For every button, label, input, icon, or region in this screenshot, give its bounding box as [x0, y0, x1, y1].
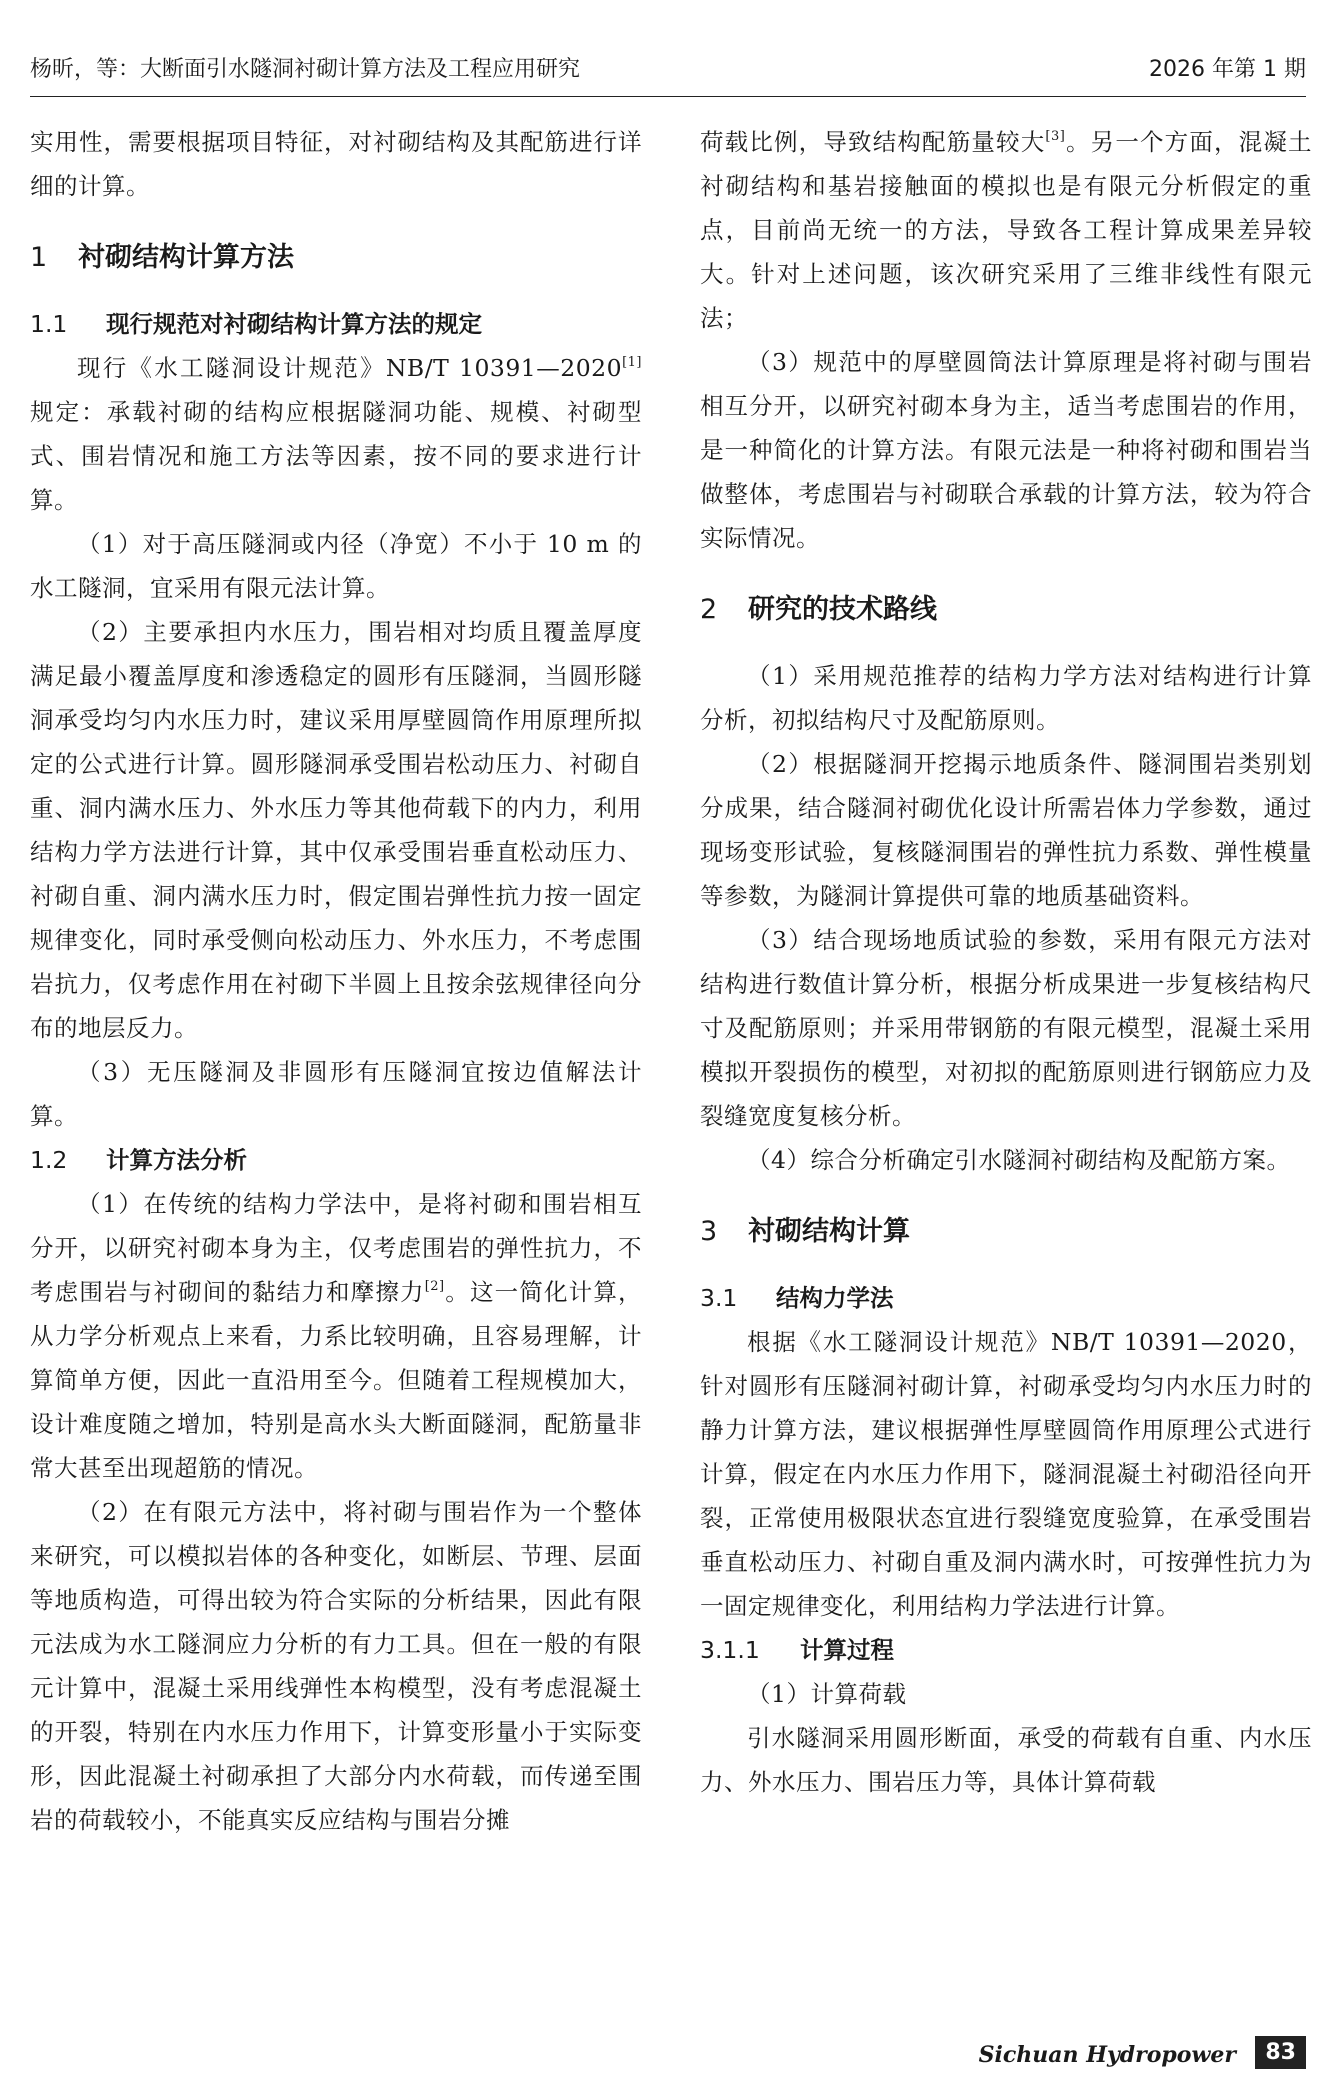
section-number: 1: [30, 242, 48, 273]
section-number: 1.2: [30, 1146, 68, 1174]
section-heading-1: [30, 236, 642, 280]
journal-name: Sichuan Hydropower: [978, 2042, 1236, 2068]
running-header: [30, 52, 1306, 88]
paragraph: （1）在传统的结构力学法中，是将衬砌和围岩相互分开，以研究衬砌本身为主，仅考虑围岩的弹性抗力，不考虑围岩与衬砌间的黏结力和摩擦力[2]。这一简化计算，从力学分析观点上来看，力系比较明确，且容易理解，计算简单方便，因此一直沿用至今。但随着工程规模加大，设计难度随之增加，特别是高水头大断面隧洞，配筋量非常大甚至出现超筋的情况。: [30, 1190, 642, 1482]
section-title: 计算过程: [800, 1636, 894, 1664]
citation[interactable]: [2]: [424, 1279, 445, 1294]
paragraph: （3）结合现场地质试验的参数，采用有限元方法对结构进行数值计算分析，根据分析成果进一步复核结构尺寸及配筋原则；并采用带钢筋的有限元模型，混凝土采用模拟开裂损伤的模型，对初拟的配筋原则进行钢筋应力及裂缝宽度复核分析。: [700, 926, 1312, 1130]
paragraph: （1）计算荷载: [747, 1680, 907, 1708]
citation[interactable]: [1]: [622, 355, 642, 370]
section-number: 1.1: [30, 310, 68, 338]
paragraph: （3）规范中的厚壁圆筒法计算原理是将衬砌与围岩相互分开，以研究衬砌本身为主，适当考虑围岩的作用，是一种简化的计算方法。有限元法是一种将衬砌和围岩当做整体，考虑围岩与衬砌联合承载的计算方法，较为符合实际情况。: [700, 348, 1312, 552]
issue-label: 2026 年第 1 期: [1149, 57, 1306, 82]
page-number: 83: [1255, 2036, 1306, 2069]
section-heading-3: [700, 1210, 1312, 1254]
section-title: 研究的技术路线: [748, 594, 937, 625]
right-column: [700, 120, 1312, 1804]
section-number: 3: [700, 1216, 718, 1247]
subsection-heading-1-2: [30, 1138, 642, 1182]
page-footer: [700, 2036, 1306, 2076]
paragraph: （2）在有限元方法中，将衬砌与围岩作为一个整体来研究，可以模拟岩体的各种变化，如断层、节理、层面等地质构造，可得出较为符合实际的分析结果，因此有限元法成为水工隧洞应力分析的有力工具。但在一般的有限元计算中，混凝土采用线弹性本构模型，没有考虑混凝土的开裂，特别在内水压力作用下，计算变形量小于实际变形，因此混凝土衬砌承担了大部分内水荷载，而传递至围岩的荷载较小，不能真实反应结构与围岩分摊: [30, 1498, 642, 1834]
running-title: 杨昕，等：大断面引水隧洞衬砌计算方法及工程应用研究: [30, 57, 581, 82]
section-number: 3.1: [700, 1284, 738, 1312]
section-heading-2: [700, 588, 1312, 632]
section-title: 衬砌结构计算: [748, 1216, 910, 1247]
subsection-heading-3-1: [700, 1276, 1312, 1320]
paragraph: （3）无压隧洞及非圆形有压隧洞宜按边值解法计算。: [30, 1058, 642, 1130]
paragraph: 引水隧洞采用圆形断面，承受的荷载有自重、内水压力、外水压力、围岩压力等，具体计算荷载: [700, 1724, 1312, 1796]
paragraph: （2）主要承担内水压力，围岩相对均质且覆盖厚度满足最小覆盖厚度和渗透稳定的圆形有压隧洞，当圆形隧洞承受均匀内水压力时，建议采用厚壁圆筒作用原理所拟定的公式进行计算。圆形隧洞承受围岩松动压力、衬砌自重、洞内满水压力、外水压力等其他荷载下的内力，利用结构力学方法进行计算，其中仅承受围岩垂直松动压力、衬砌自重、洞内满水压力时，假定围岩弹性抗力按一固定规律变化，同时承受侧向松动压力、外水压力，不考虑围岩抗力，仅考虑作用在衬砌下半圆上且按余弦规律径向分布的地层反力。: [30, 618, 642, 1042]
section-title: 结构力学法: [776, 1284, 894, 1312]
section-title: 衬砌结构计算方法: [78, 242, 294, 273]
subsection-heading-3-1-1: [700, 1628, 1312, 1672]
paragraph: 现行《水工隧洞设计规范》NB/T 10391—2020[1]规定：承载衬砌的结构应根据隧洞功能、规模、衬砌型式、围岩情况和施工方法等因素，按不同的要求进行计算。: [30, 354, 642, 514]
paragraph: （4）综合分析确定引水隧洞衬砌结构及配筋方案。: [747, 1146, 1291, 1174]
paragraph: （1）采用规范推荐的结构力学方法对结构进行计算分析，初拟结构尺寸及配筋原则。: [700, 662, 1312, 734]
section-title: 现行规范对衬砌结构计算方法的规定: [106, 310, 482, 338]
citation[interactable]: [3]: [1045, 129, 1066, 144]
section-number: 2: [700, 594, 718, 625]
paragraph: （2）根据隧洞开挖揭示地质条件、隧洞围岩类别划分成果，结合隧洞衬砌优化设计所需岩体力学参数，通过现场变形试验，复核隧洞围岩的弹性抗力系数、弹性模量等参数，为隧洞计算提供可靠的地质基础资料。: [700, 750, 1312, 910]
header-divider: [30, 96, 1306, 97]
paragraph: 荷载比例，导致结构配筋量较大[3]。另一个方面，混凝土衬砌结构和基岩接触面的模拟也是有限元分析假定的重点，目前尚无统一的方法，导致各工程计算成果差异较大。针对上述问题，该次研究采用了三维非线性有限元法；: [700, 128, 1313, 332]
paragraph: 根据《水工隧洞设计规范》NB/T 10391—2020，针对圆形有压隧洞衬砌计算，衬砌承受均匀内水压力时的静力计算方法，建议根据弹性厚壁圆筒作用原理公式进行计算，假定在内水压力作用下，隧洞混凝土衬砌沿径向开裂，正常使用极限状态宜进行裂缝宽度验算，在承受围岩垂直松动压力、衬砌自重及洞内满水时，可按弹性抗力为一固定规律变化，利用结构力学法进行计算。: [700, 1328, 1312, 1620]
paragraph: 实用性，需要根据项目特征，对衬砌结构及其配筋进行详细的计算。: [30, 128, 642, 200]
subsection-heading-1-1: [30, 302, 642, 346]
section-number: 3.1.1: [700, 1636, 760, 1664]
left-column: [30, 120, 642, 1842]
paragraph: （1）对于高压隧洞或内径（净宽）不小于 10 m 的水工隧洞，宜采用有限元法计算。: [30, 530, 642, 602]
section-title: 计算方法分析: [106, 1146, 247, 1174]
